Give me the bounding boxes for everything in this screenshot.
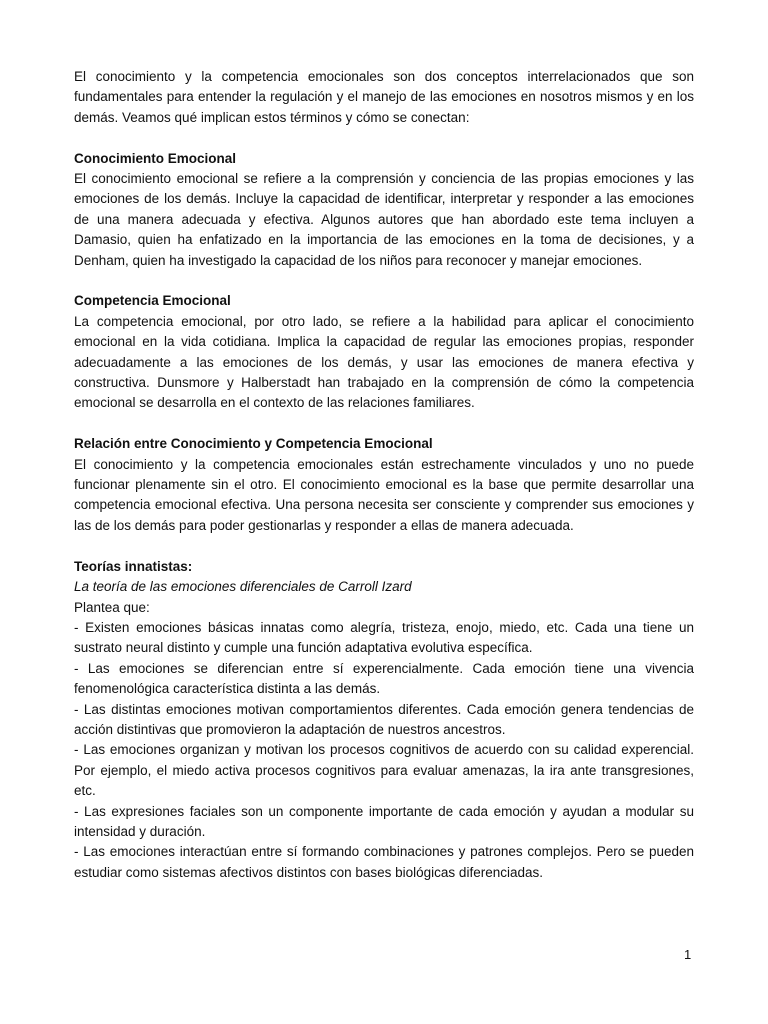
intro-paragraph: El conocimiento y la competencia emocionales son dos conceptos interrelacionados que son fundamentales para entender la regulación y el manejo de las emociones en nosotros mismos y en los demás. Veamos qué implican estos términos y cómo se conectan:	[74, 69, 694, 125]
spacer	[74, 536, 694, 556]
section-heading-competencia: Competencia Emocional	[74, 293, 231, 309]
spacer	[74, 271, 694, 291]
theories-heading: Teorías innatistas:	[74, 558, 193, 574]
theory-point: - Las emociones interactúan entre sí formando combinaciones y patrones complejos. Pero se pueden estudiar como sistemas afectivos distintos con bases biológicas diferenciadas.	[74, 844, 694, 880]
theory-point: - Existen emociones básicas innatas como alegría, tristeza, enojo, miedo, etc. Cada una tiene un sustrato neural distinto y cumple una función adaptativa evolutiva específica.	[74, 619, 694, 656]
theories-lead: Plantea que:	[74, 599, 150, 615]
section-body-conocimiento: El conocimiento emocional se refiere a la comprensión y conciencia de las propias emociones y las emociones de los demás. Incluye la capacidad de identificar, interpretar y responder a las emociones de una manera adecuada y efectiva. Algunos autores que han abordado este tema incluyen a Damasio, quien ha enfatizado en la importancia de las emociones en la toma de decisiones, y a Denham, quien ha investigado la capacidad de los niños para reconocer y manejar emociones.	[74, 171, 694, 268]
section-heading-conocimiento: Conocimiento Emocional	[74, 150, 237, 166]
theories-subtitle: La teoría de las emociones diferenciales de Carroll Izard	[74, 579, 412, 595]
theory-point: - Las emociones organizan y motivan los procesos cognitivos de acuerdo con su calidad experencial. Por ejemplo, el miedo activa procesos cognitivos para evaluar amenazas, la ira ante transgresiones, etc.	[74, 742, 694, 799]
page-number: 1	[684, 947, 692, 962]
theory-point: - Las expresiones faciales son un componente importante de cada emoción y ayudan a modular su intensidad y duración.	[74, 803, 694, 839]
theory-point: - Las emociones se diferencian entre sí experencialmente. Cada emoción tiene una vivencia fenomenológica característica distinta a las demás.	[74, 660, 694, 697]
section-heading-relacion: Relación entre Conocimiento y Competencia Emocional	[74, 436, 433, 452]
document-page	[74, 67, 694, 883]
section-body-competencia: La competencia emocional, por otro lado, se refiere a la habilidad para aplicar el conocimiento emocional en la vida cotidiana. Implica la capacidad de regular las emociones propias, responder adecuadamente a las emociones de los demás, y usar las emociones de manera efectiva y constructiva. Dunsmore y Halberstadt han trabajado en la comprensión de cómo la competencia emocional se desarrolla en el contexto de las relaciones familiares.	[74, 313, 694, 411]
spacer	[74, 414, 694, 434]
spacer	[74, 128, 694, 148]
section-body-relacion: El conocimiento y la competencia emocionales están estrechamente vinculados y uno no puede funcionar plenamente sin el otro. El conocimiento emocional es la base que permite desarrollar una competencia emocional efectiva. Una persona necesita ser consciente y comprender sus emociones y las de los demás para poder gestionarlas y responder a ellas de manera adecuada.	[74, 456, 694, 533]
theory-point: - Las distintas emociones motivan comportamientos diferentes. Cada emoción genera tendencias de acción distintivas que promovieron la adaptación de nuestros ancestros.	[74, 701, 694, 737]
